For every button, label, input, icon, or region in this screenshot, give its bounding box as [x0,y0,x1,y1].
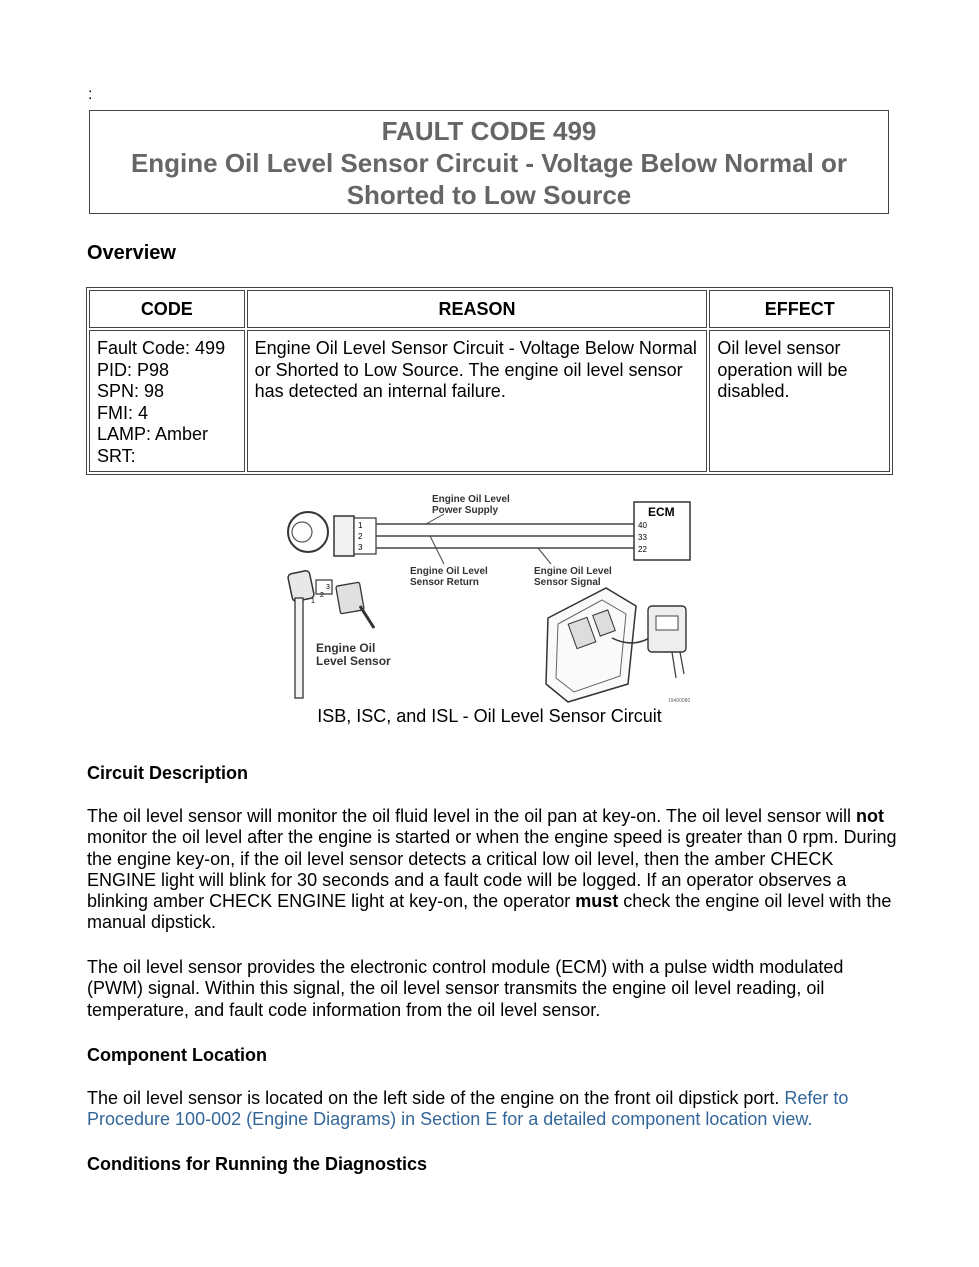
code-line: PID: P98 [97,359,170,380]
sensor-return-label: Engine Oil Level Sensor Return [410,566,488,588]
connector-pin-label: 1 [358,521,363,530]
small-pin-label: 3 [326,584,330,591]
ecm-label: ECM [648,505,675,519]
fault-description-line1: Engine Oil Level Sensor Circuit - Voltage Below Normal or [130,148,848,178]
overview-heading: Overview [87,242,176,264]
reason-cell: Engine Oil Level Sensor Circuit - Voltage Below Normal or Shorted to Low Source. The engine oil level sensor has detected an internal failure. [247,330,708,472]
code-line: SRT: [97,445,136,466]
ecm-pin-label: 22 [638,545,647,554]
conditions-heading: Conditions for Running the Diagnostics [87,1154,427,1174]
circuit-description-heading: Circuit Description [87,763,249,783]
effect-cell: Oil level sensor operation will be disabled. [709,330,890,472]
fault-code-title: FAULT CODE 499 [381,116,597,146]
circuit-description-paragraph [87,806,897,934]
code-line: SPN: 98 [97,381,165,401]
procedure-link[interactable]: Refer to Procedure 100-002 (Engine Diagrams) in Section E for a detailed component location view. [87,1088,849,1130]
emphasis-not: not [856,806,885,826]
code-cell [89,330,245,472]
connector-pin-label: 3 [358,543,363,552]
oil-level-sensor-circuit-diagram [276,488,706,710]
connector-pin-label: 2 [358,532,363,541]
code-line: Fault Code: 499 [97,338,226,358]
figure-id: 19400080 [668,698,691,704]
ecm-pin-label: 40 [638,521,647,530]
emphasis-must: must [575,891,619,912]
paragraph-text: The oil level sensor will monitor the oil fluid level in the oil pan at key-on. The oil level sensor will [87,806,857,826]
power-supply-label: Engine Oil Level Power Supply [432,494,510,516]
table-row [89,330,890,472]
code-line: LAMP: Amber [97,424,209,444]
paragraph-text: monitor the oil level after the engine is started or when the engine speed is greater than 0 rpm. During the engine key-on, if the oil level sensor detects a critical low oil level, then the amber CHECK ENGINE light will blink for 30 seconds and a fault code will be logged. If an operator observes a blinking amber CHECK ENGINE light at key-on, the operator [87,827,897,912]
small-pin-label: 1 [311,598,315,605]
sensor-signal-label: Engine Oil Level Sensor Signal [534,566,612,588]
component-location-heading: Component Location [87,1045,267,1065]
figure-caption: ISB, ISC, and ISL - Oil Level Sensor Circuit [317,706,662,726]
component-location-paragraph [87,1088,897,1131]
header-effect: EFFECT [709,290,890,328]
ecm-pin-label: 33 [638,533,647,542]
top-marker: : [88,86,93,103]
fault-title-box [89,110,889,214]
fault-description-line2: Shorted to Low Source [346,180,632,210]
header-code: CODE [89,290,245,328]
fault-code-table [86,287,893,475]
paragraph-text: The oil level sensor is located on the left side of the engine on the front oil dipstick port. [87,1088,785,1108]
sensor-connector-icon [334,516,354,556]
sensor-head-icon [288,512,328,552]
sensor-label: Engine Oil Level Sensor [316,641,391,668]
code-line: FMI: 4 [97,402,149,423]
table-header-row [89,290,890,328]
oil-level-sensor-icon [287,570,374,698]
header-reason: REASON [247,290,708,328]
pwm-signal-paragraph: The oil level sensor provides the electronic control module (ECM) with a pulse width modulated (PWM) signal. Within this signal, the oil level sensor transmits the engine oil level reading, oil temperature, and fault code information from the oil level sensor. [87,957,844,1020]
ecm-module-icon [546,588,686,702]
paragraph-text: check the engine oil level with the manual dipstick. [87,891,892,933]
small-pin-label: 2 [320,592,324,599]
